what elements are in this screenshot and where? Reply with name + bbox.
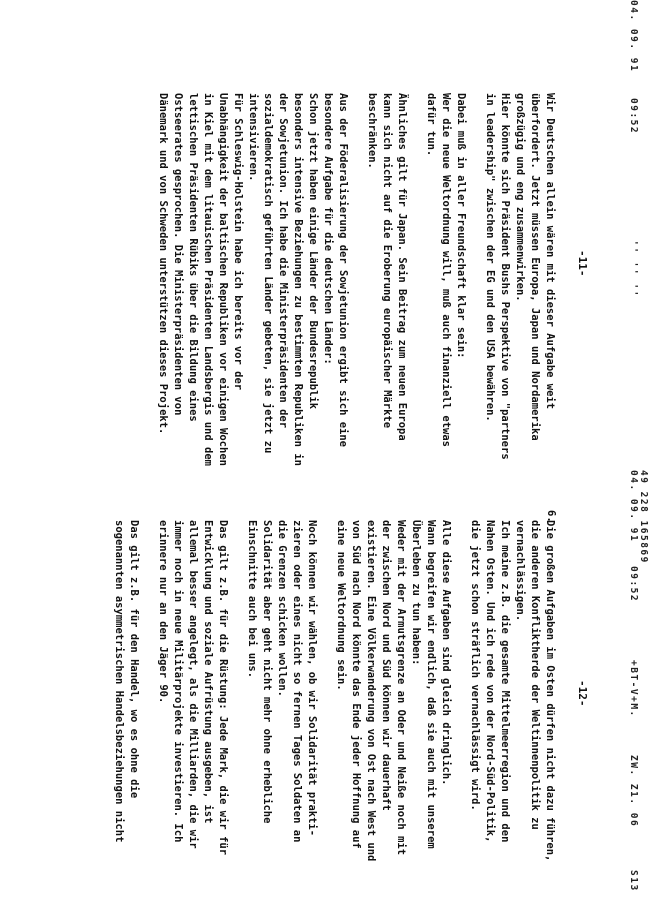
paragraph: Ähnliches gilt für Japan. Sein Beitrag zum neuen Europa kann sich nicht auf die Eroberung europäischer Märkte beschränken. [366,93,408,441]
paragraph: Aus der Föderalisierung der Sowjetunion ergibt sich eine besondere Aufgabe für die deutschen Länder: Schon jetzt haben einige Länder der Bundesrepublik besonders intensive Beziehungen zu bestimmten Republiken in der Sowjetunion. Ich habe die Ministerpräsidenten der sozialdemokratisch geführten Länder gebeten, sie jetzt zu intensivieren. Für Schleswig-Holstein habe ich bereits vor der Unabhängigkeit der baltischen Republiken vor einigen Wochen in Kiel mit dem litauischen Präsidenten Landsbergis und dem lettischen Präsidenten Rübiks über die Bildung eines Ostseerates gesprochen. Die Ministerpräsidenten von Dänemark und von Schweden unterstützen dieses Projekt. [157,93,349,466]
fax-sender: +BT-V+M. [628,660,639,718]
paragraph: Noch können wir wählen, ob wir Solidarität prakti- zieren oder eines nicht so fernen Tages Soldaten an die Grenzen schicken wollen. Solidarität aber geht nicht mehr ohne erhebliche Einschnitte auch bei uns. [246,520,318,843]
fax-number: 49 228 165869 [638,470,649,564]
paragraph: Die großen Aufgaben im Osten dürfen nicht dazu führen, die anderen Konfliktherde der Weltinnenpolitik zu vernachlässigen. Ich meine z.B. die gesamte Mittelmeerregion und den Nahen Osten. Und ich rede von der Nord-Süd-Politik, die jetzt schon sträflich vernachlässigt wird. [469,520,556,862]
right-page-text [97,520,557,880]
paragraph: Das gilt z.B. für die Rüstung: Jede Mark, die wir für Entwicklung und soziale Aufrüstung ausgeben, ist allemal besser angelegt, als die Milliarden, die wir immer noch in neue Militärprojekte investieren. Ich erinnere nur an den Jäger 90. [157,520,229,856]
fax-zone: ZW. Z1. 06 [628,755,639,828]
fax-date-right: 04. 09. 91 [628,470,639,543]
left-page-text [141,93,557,466]
fax-time-right: 09:52 [628,566,639,603]
fax-marks-left: '' '' '' [628,240,639,298]
fax-date-left: 04. 09. 91 [628,0,639,73]
paragraph: Dabei muß in aller Freundschaft klar sein: Wer die neue Weltordnung will, muß auch finanziell etwas dafür tun. [425,93,467,448]
fax-time-left: 09:52 [628,98,639,135]
paragraph: Das gilt z.B. für den Handel, wo es ohne die sogenannten asymmetrischen Handelsbeziehungen nicht [113,520,140,843]
page-number-left: -11- [576,250,589,277]
paragraph: Wir Deutschen allein wären mit dieser Aufgabe weit überfordert. Jetzt müssen Europa, Japan und Nordamerika großzügig und eng zusammenwirken. Hier könnte sich Präsident Bushs Perspektive von "partners in leadership" zwischen der EG und den USA bewähren. [484,93,556,460]
section-number: 6. [545,510,557,523]
fax-page: S13 [628,870,639,892]
page-number-right: -12- [576,680,589,707]
paragraph: Alle diese Aufgaben sind gleich dringlich. Wann begreifen wir endlich, daß sie auch mit unserem Überleben zu tun haben: Weder mit der Armutsgrenze an Oder und Neiße noch mit der zwischen Nord und Süd können wir dauerhaft existieren. Eine Völkerwanderung von Ost nach West und von Süd nach Nord könnte das Ende jeder Hoffnung auf eine neue Weltordnung sein. [335,520,452,862]
